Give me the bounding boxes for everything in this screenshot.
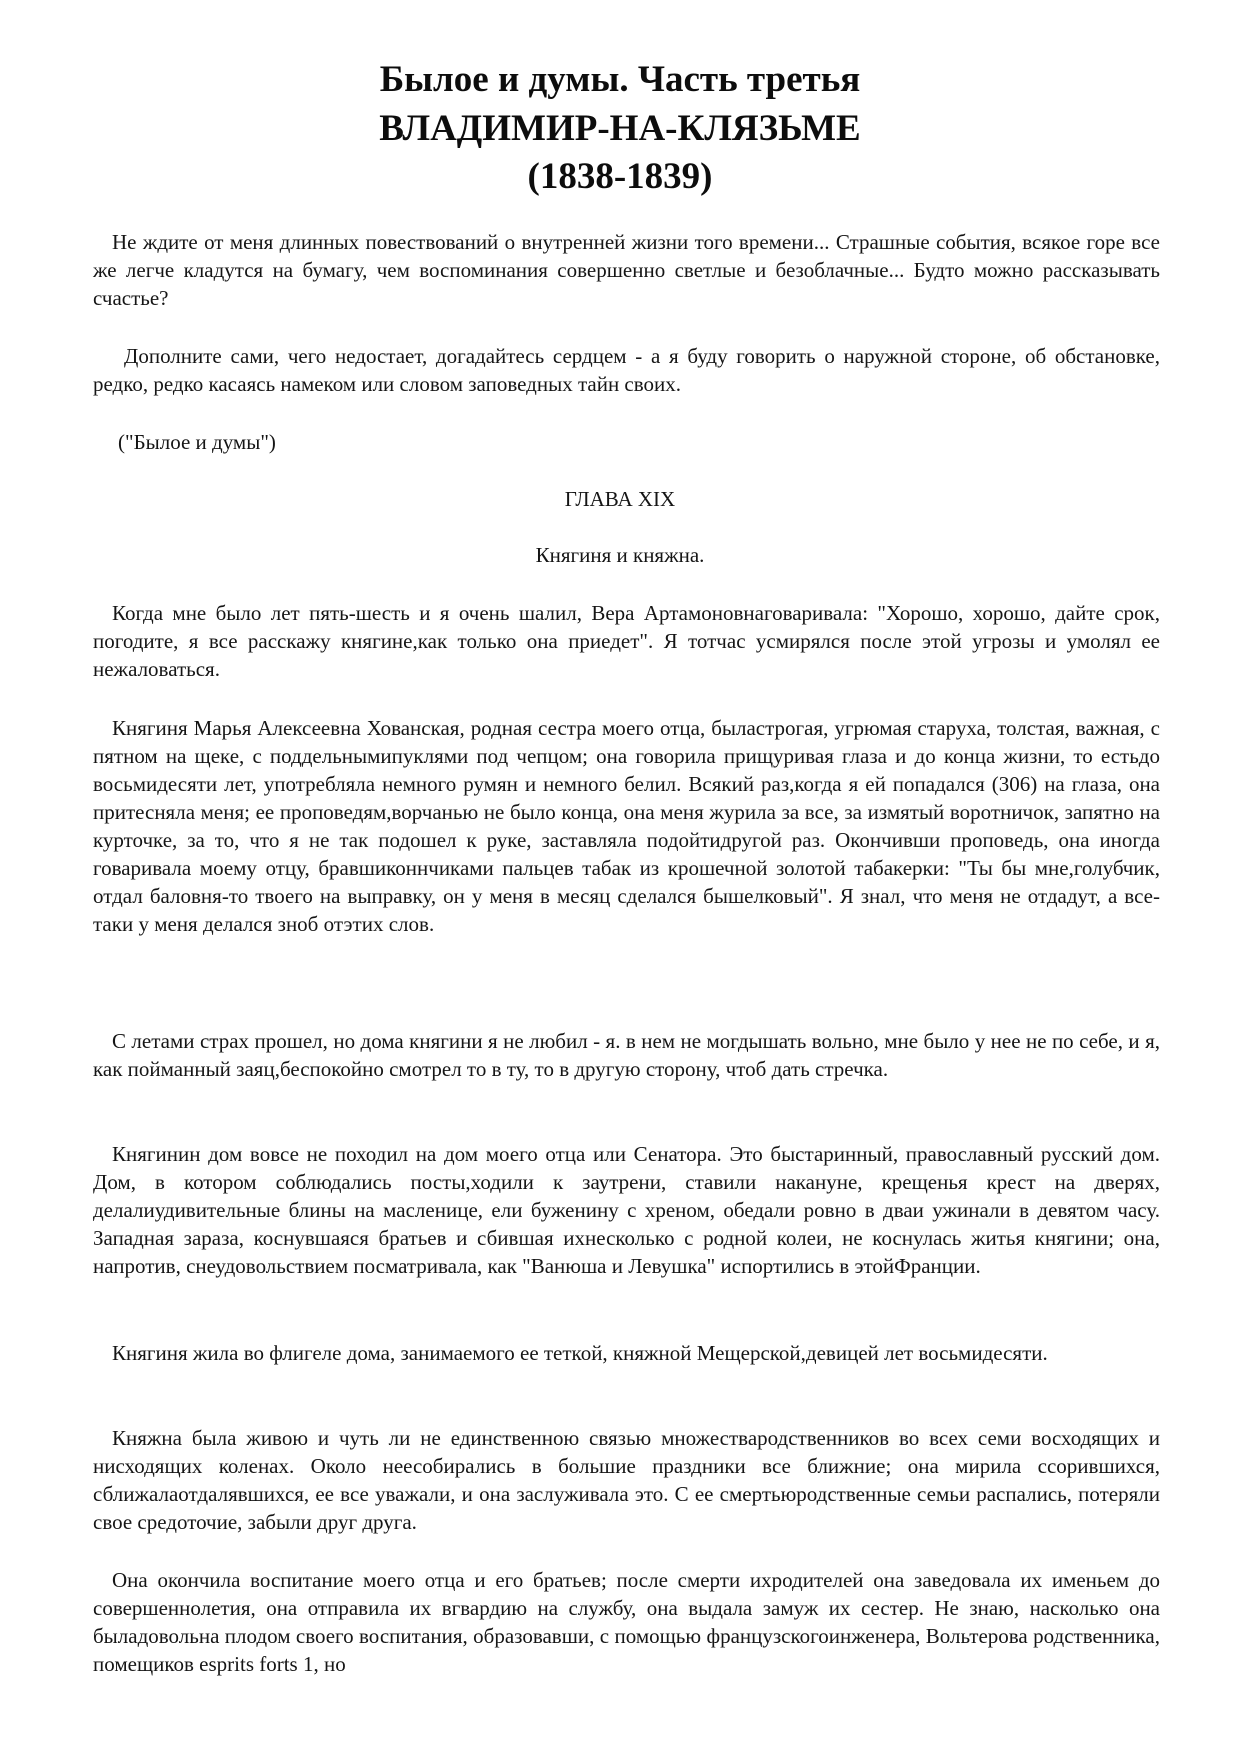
- epigraph-source: ("Былое и думы"): [118, 430, 276, 454]
- body-paragraph: Княгиня жила во флигеле дома, занимаемого ее теткой, княжной Мещерской,девицей лет восьмидесяти.: [112, 1341, 1048, 1365]
- part-title: ВЛАДИМИР-НА-КЛЯЗЬМЕ: [379, 108, 861, 149]
- document-title: Былое и думы. Часть третья: [379, 59, 861, 100]
- part-years: (1838-1839): [527, 156, 713, 197]
- body-paragraph: Она окончила воспитание моего отца и его братьев; после смерти ихродителей она заведовала их именьем до совершеннолетия, она отправила их вгвардию на службу, она выдала замуж их сестер. Не знаю, насколько она быладовольна плодом своего воспитания, образовавши, с помощью французскогоинженера, Вольтерова родственника, помещиков esprits forts 1, но: [93, 1568, 1160, 1676]
- body-paragraph: Княжна была живою и чуть ли не единственною связью множестваpодственников во всех семи восходящих и нисходящих коленах. Около неесобирались в большие праздники все ближние; она мирила ссорившихся, сближалаотдалявшихся, ее все уважали, и она заслуживала это. С ее смертьюродственные семьи распались, потеряли свое средоточие, забыли друг друга.: [93, 1426, 1160, 1534]
- body-paragraph: Когда мне было лет пять-шесть и я очень шалил, Вера Артамоновнаговаривала: "Хорошо, хорошо, дайте срок, погодите, я все расскажу княгине,как только она приедет". Я тотчас усмирялся после этой угрозы и умолял ее нежаловаться.: [93, 601, 1160, 681]
- chapter-subtitle: Княгиня и княжна.: [535, 543, 705, 567]
- body-paragraph: С летами страх прошел, но дома княгини я не любил - я. в нем не могдышать вольно, мне было у нее не по себе, и я, как пойманный заяц,беспокойно смотрел то в ту, то в другую сторону, чтоб дать стречка.: [93, 1029, 1160, 1081]
- chapter-heading: ГЛАВА XIX: [564, 487, 676, 511]
- epigraph-paragraph-1: Не ждите от меня длинных повествований о внутренней жизни того времени... Страшные события, всякое горе все же легче кладутся на бумагу, чем воспоминания совершенно светлые и безоблачные... Будто можно рассказывать счастье?: [93, 230, 1160, 310]
- epigraph-paragraph-2: Дополните сами, чего недостает, догадайтесь сердцем - а я буду говорить о наружной стороне, об обстановке, редко, редко касаясь намеком или словом заповедных тайн своих.: [93, 344, 1160, 396]
- body-paragraph: Княгиня Марья Алексеевна Хованская, родная сестра моего отца, быластрогая, угрюмая старуха, толстая, важная, с пятном на щеке, с поддельнымипуклями под чепцом; она говорила прищуривая глаза и до конца жизни, то естьдо восьмидесяти лет, употребляла немного румян и немного белил. Всякий раз,когда я ей попадался (306) на глаза, она притесняла меня; ее проповедям,ворчанью не было конца, она меня журила за все, за измятый воротничок, запятно на курточке, за то, что я не так подошел к руке, заставляла подойтидругой раз. Окончивши проповедь, она иногда говаривала моему отцу, бравшиконнчиками пальцев табак из крошечной золотой табакерки: "Ты бы мне,голубчик, отдал баловня-то твоего на выправку, он у меня в месяц сделался бышелковый". Я знал, что меня не отдадут, а все-таки у меня делался зноб отэтих слов.: [93, 716, 1160, 936]
- body-paragraph: Княгинин дом вовсе не походил на дом моего отца или Сенатора. Это быстаринный, православный русский дом. Дом, в котором соблюдались посты,ходили к заутрени, ставили накануне, крещенья крест на дверях, делалиудивительные блины на масленице, ели буженину с хреном, обедали ровно в дваи ужинали в девятом часу. Западная зараза, коснувшаяся братьев и сбившая ихнесколько с родной колеи, не коснулась житья княгини; она, напротив, снеудовольствием посматривала, как "Ванюша и Левушка" испортились в этойФранции.: [93, 1142, 1160, 1278]
